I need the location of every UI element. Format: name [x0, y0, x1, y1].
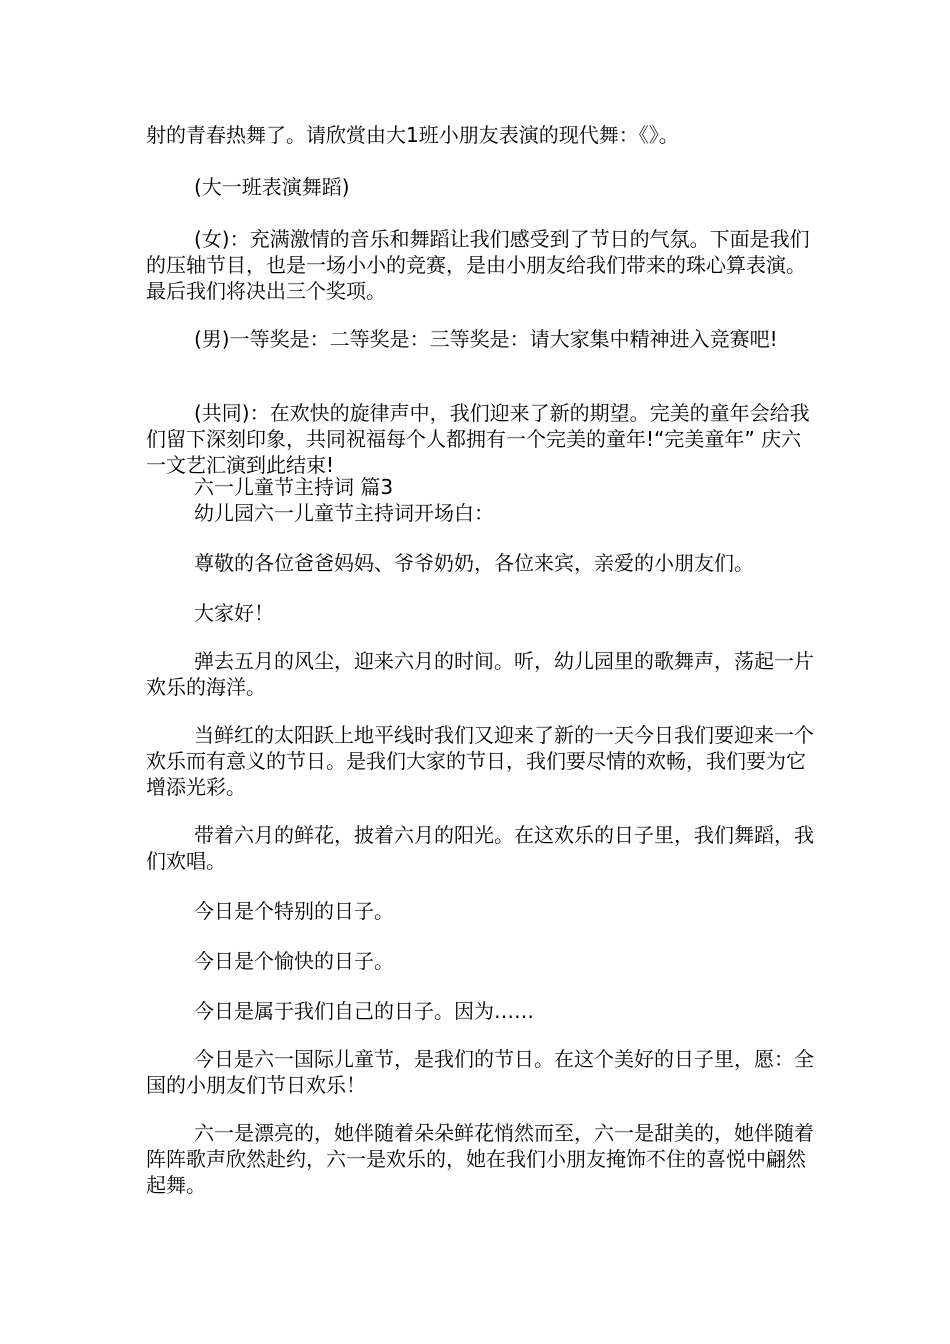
paragraph-8: 大家好！ — [194, 601, 274, 625]
paragraph-13: 今日是个愉快的日子。 — [194, 949, 394, 973]
paragraph-7: 尊敬的各位爸爸妈妈、爷爷奶奶，各位来宾，亲爱的小朋友们。 — [194, 551, 754, 575]
paragraph-9: 弹去五月的风尘，迎来六月的时间。听，幼儿园里的歌舞声，荡起一片欢乐的海洋。 — [146, 649, 814, 699]
paragraph-2: (大一班表演舞蹈) — [194, 175, 350, 199]
paragraph-6: 幼儿园六一儿童节主持词开场白： — [194, 501, 494, 525]
paragraph-11: 带着六月的鲜花，披着六月的阳光。在这欢乐的日子里，我们舞蹈，我们欢唱。 — [146, 823, 814, 873]
paragraph-4: (男)一等奖是：二等奖是：三等奖是：请大家集中精神进入竞赛吧! — [194, 327, 778, 351]
paragraph-10: 当鲜红的太阳跃上地平线时我们又迎来了新的一天今日我们要迎来一个欢乐而有意义的节日。是我们大家的节日，我们要尽情的欢畅，我们要为它增添光彩。 — [146, 723, 814, 799]
paragraph-14: 今日是属于我们自己的日子。因为…… — [194, 999, 534, 1023]
paragraph-16: 六一是漂亮的，她伴随着朵朵鲜花悄然而至，六一是甜美的，她伴随着阵阵歌声欣然赴约，六一是欢乐的，她在我们小朋友掩饰不住的喜悦中翩然起舞。 — [146, 1121, 814, 1197]
paragraph-1: 射的青春热舞了。请欣赏由大1班小朋友表演的现代舞：《》。 — [146, 123, 679, 147]
paragraph-5: (共同)：在欢快的旋律声中，我们迎来了新的期望。完美的童年会给我们留下深刻印象，共同祝福每个人都拥有一个完美的童年!“完美童年” 庆六一文艺汇演到此结束! — [146, 401, 810, 477]
paragraph-12: 今日是个特别的日子。 — [194, 899, 394, 923]
paragraph-3: (女)：充满激情的音乐和舞蹈让我们感受到了节日的气氛。下面是我们的压轴节目，也是一场小小的竞赛，是由小朋友给我们带来的珠心算表演。最后我们将决出三个奖项。 — [146, 227, 810, 303]
section-heading: 六一儿童节主持词 篇3 — [194, 475, 394, 499]
paragraph-15: 今日是六一国际儿童节，是我们的节日。在这个美好的日子里，愿：全国的小朋友们节日欢乐！ — [146, 1047, 814, 1097]
